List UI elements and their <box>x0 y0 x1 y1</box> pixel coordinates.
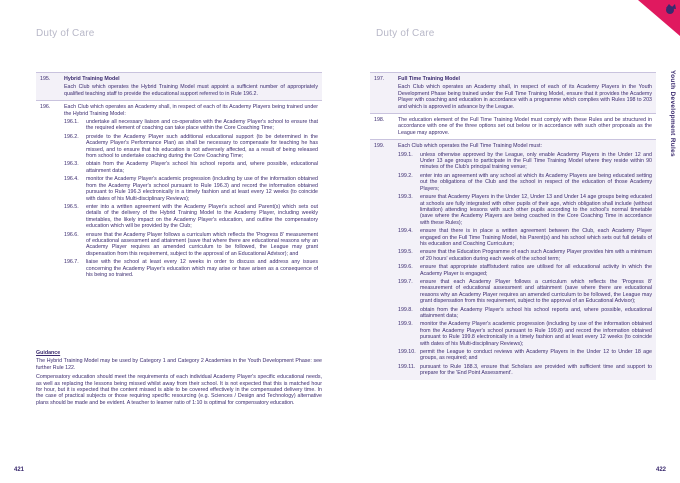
sub-rule-number: 196.3. <box>64 161 79 168</box>
sub-rule-number: 199.3. <box>398 194 413 201</box>
sub-rule-number: 199.6. <box>398 264 413 271</box>
guidance-heading: Guidance <box>36 350 61 356</box>
rules-list-left <box>36 72 322 281</box>
rule-number: 199. <box>374 143 385 150</box>
rule-row <box>36 72 322 100</box>
sub-rule-text: ensure that Academy Players in the Under 12, Under 13 and Under 14 age groups being educated at schools are fully integrated with other pupils of their age, which obligation shall include (without limitation) attending lessons with such other pupils according to the school's normal timetable (save where the Academy Players are being coached in the Core Coaching Time in accordance with these Rules); <box>420 194 652 226</box>
rule-body <box>398 76 652 110</box>
sub-rule <box>64 259 318 278</box>
league-logo-icon <box>632 0 680 36</box>
guidance-paragraph: The Hybrid Training Model may be used by Category 1 and Category 2 Academies in the Youth Development Phase: see further Rule 122. <box>36 358 322 371</box>
rules-list-right <box>370 72 656 380</box>
sub-rule <box>398 364 652 377</box>
rule-number: 195. <box>40 76 51 82</box>
page-section-title: Duty of Care <box>376 28 435 39</box>
rule-text: Each Club which operates an Academy shall, in respect of each of its Academy Players in the Youth Development Phase being trained under the Full Time Training Model, ensure that it provides the Academy Player with coaching and education in accordance with a programme which complies with Rules 198 to 203 and which is approved in advance by the League. <box>398 84 652 110</box>
rule-row <box>36 100 322 281</box>
sub-rule-text: liaise with the school at least every 12 weeks in order to discuss and address any issues concerning the Academy Player's education which may arise or have arisen as a consequence of his being so trained. <box>86 259 318 278</box>
sub-rule <box>398 307 652 320</box>
rule-number: 196. <box>40 104 51 111</box>
sub-rule-number: 196.1. <box>64 119 79 126</box>
sub-rule <box>398 228 652 247</box>
sub-rule-number: 199.8. <box>398 306 413 313</box>
sub-rule-text: undertake all necessary liaison and co-operation with the Academy Player's school to ensure that the required element of coaching can take place within the Core Coaching Time; <box>86 119 318 132</box>
guidance-box <box>36 350 322 409</box>
sub-rule <box>398 152 652 171</box>
sub-rule <box>398 279 652 305</box>
guidance-paragraph: Compensatory education should meet the requirements of each individual Academy Player's specific educational needs, as well as replacing the lessons being missed whilst away from their school. It is not expected that this is matched hour for hour, but it is expected that the content missed is able to be covered effectively in the compensated delivery time. In the case of practical subjects or those requiring specific resourcing (e.g. Sciences / Design and Technology) alternative plans should be made and be evident. A teacher to learner ratio of 1:10 is optimal for compensatory education. <box>36 374 322 406</box>
page-section-title: Duty of Care <box>36 28 95 39</box>
sub-rule-text: enter into a written agreement with the Academy Player's school and Parent(s) which sets out details of the delivery of the Hybrid Training Model to the Academy Player, including weekly timetables, the likely impact on the Academy Player's education, and outline the compensatory education which will be provided by the Club; <box>86 203 318 230</box>
sub-rule-text: permit the League to conduct reviews with Academy Players in the Under 12 to Under 18 age groups, as required; and <box>420 349 652 362</box>
sub-rule <box>398 194 652 226</box>
sub-rule-text: ensure that each Academy Player follows a curriculum which reflects the 'Progress 8' measurement of educational assessment and attainment (save where there are educational reasons why an Academy Player requires an amended curriculum to be followed, the League may grant dispensation from this requirement, subject to the approval of an Educational Advisor); <box>420 278 652 305</box>
sub-rule-number: 199.10. <box>398 349 416 356</box>
sub-rule-text: ensure that appropriate staff/student ratios are utilised for all educational activity in which the Academy Player is engaged; <box>420 264 652 277</box>
sub-rule-text: monitor the Academy Player's academic progression (including by use of the information obtained from the Academy Player's school pursuant to Rule 199.8) and record the information obtained pursuant to Rule 199.8 electronically in a timely fashion and at least every 12 weeks (to coincide with dates of his Multi-disciplinary Reviews); <box>420 321 652 347</box>
sub-rule <box>398 264 652 277</box>
sub-rule-number: 196.4. <box>64 176 79 183</box>
rule-row <box>370 72 656 113</box>
sub-rule <box>398 249 652 262</box>
sub-rule <box>64 204 318 230</box>
sub-rule <box>64 232 318 258</box>
rule-heading: Full Time Training Model <box>398 76 460 82</box>
rule-text: Each Club which operates the Full Time Training Model must: <box>398 143 542 150</box>
rule-text: The education element of the Full Time Training Model must comply with these Rules and be structured in accordance with one of the three options set out below or in accordance with such other proposals as the League may approve. <box>398 117 652 136</box>
rule-row <box>370 113 656 139</box>
sub-rule-text: obtain from the Academy Player's school his school reports and, where possible, educational attainment data; <box>420 306 652 319</box>
sub-rule <box>64 176 318 202</box>
sub-rule <box>398 173 652 192</box>
sub-rule <box>64 119 318 132</box>
sub-rule <box>398 321 652 347</box>
sub-rule-number: 196.2. <box>64 133 79 140</box>
page-number: 421 <box>14 467 25 473</box>
rule-body <box>398 117 652 136</box>
rule-number: 197. <box>374 76 385 82</box>
rule-body <box>64 104 318 278</box>
rule-text: Each Club which operates the Hybrid Training Model must appoint a sufficient number of appropriately qualified teaching staff to provide the educational support referred to in Rule 196.2. <box>64 84 318 97</box>
sub-rule-text: ensure that there is in place a written agreement between the Club, each Academy Player engaged on the Full Time Training Model, his Parent(s) and his school which sets out full details of his education and Coaching Curriculum; <box>420 228 652 247</box>
sub-rule-number: 196.6. <box>64 231 79 238</box>
rule-body <box>64 76 318 97</box>
sub-rule-number: 199.5. <box>398 249 413 256</box>
sub-rule-text: unless otherwise approved by the League, only enable Academy Players in the Under 12 and Under 13 age groups to participate in the Full Time Training Model where they reside within 90 minutes of the Club's principal training venue; <box>420 151 652 171</box>
rule-body <box>398 143 652 376</box>
sub-rule-text: ensure that the Academy Player follows a curriculum which reflects the 'Progress 8' measurement of educational assessment and attainment (save that where there are educational reasons why an Academy Player requires an amended curriculum to be followed, the League may grant dispensation from this requirement, subject to the approval of an Educational Advisor); and <box>86 231 318 257</box>
rule-row <box>370 139 656 379</box>
sub-rule-text: obtain from the Academy Player's school his school reports and, where possible, educational attainment data; <box>86 161 318 174</box>
sub-rule-number: 196.5. <box>64 203 79 210</box>
sub-rule-number: 196.7. <box>64 259 79 266</box>
sub-rule-number: 199.11. <box>398 363 416 370</box>
sub-rule-number: 199.9. <box>398 321 413 328</box>
sub-rule <box>64 161 318 174</box>
side-section-label: Youth Development Rules <box>669 70 676 157</box>
sub-rule-text: ensure that the Education Programme of each such Academy Player provides him with a minimum of 20 hours' education during each week of the school term; <box>420 249 652 262</box>
rule-heading: Hybrid Training Model <box>64 76 120 82</box>
sub-rule-number: 199.4. <box>398 228 413 235</box>
right-page <box>340 0 680 483</box>
sub-rule-text: provide to the Academy Player such additional educational support (to be determined in the Academy Player's Performance Plan) as shall be necessary to compensate for teaching he has missed, and to ensure that his education is not adversely affected, as a result of being released from school to undertake coaching during the Core Coaching Time; <box>86 133 318 160</box>
sub-rule-text: enter into an agreement with any school at which its Academy Players are being educated setting out the obligations of the Club and the school in respect of the education of those Academy Players; <box>420 172 652 192</box>
rule-text: Each Club which operates an Academy shall, in respect of each of its Academy Players being trained under the Hybrid Training Model: <box>64 104 318 117</box>
sub-rule-number: 199.1. <box>398 151 413 158</box>
sub-rule-text: monitor the Academy Player's academic progression (including by use of the information obtained from the Academy Player's school pursuant to Rule 196.3) and record the information obtained pursuant to Rule 196.3 electronically in a timely fashion and at least every 12 weeks (to coincide with dates of his Multi-disciplinary Reviews); <box>86 176 318 202</box>
rule-number: 198. <box>374 117 385 124</box>
page-number: 422 <box>655 467 666 473</box>
sub-rule-text: pursuant to Rule 188.3, ensure that Scholars are provided with sufficient time and support to prepare for the 'End Point Assessment'. <box>420 363 652 377</box>
sub-rule <box>398 349 652 362</box>
sub-rule <box>64 134 318 160</box>
sub-rule-number: 199.7. <box>398 278 413 285</box>
sub-rule-number: 199.2. <box>398 172 413 179</box>
